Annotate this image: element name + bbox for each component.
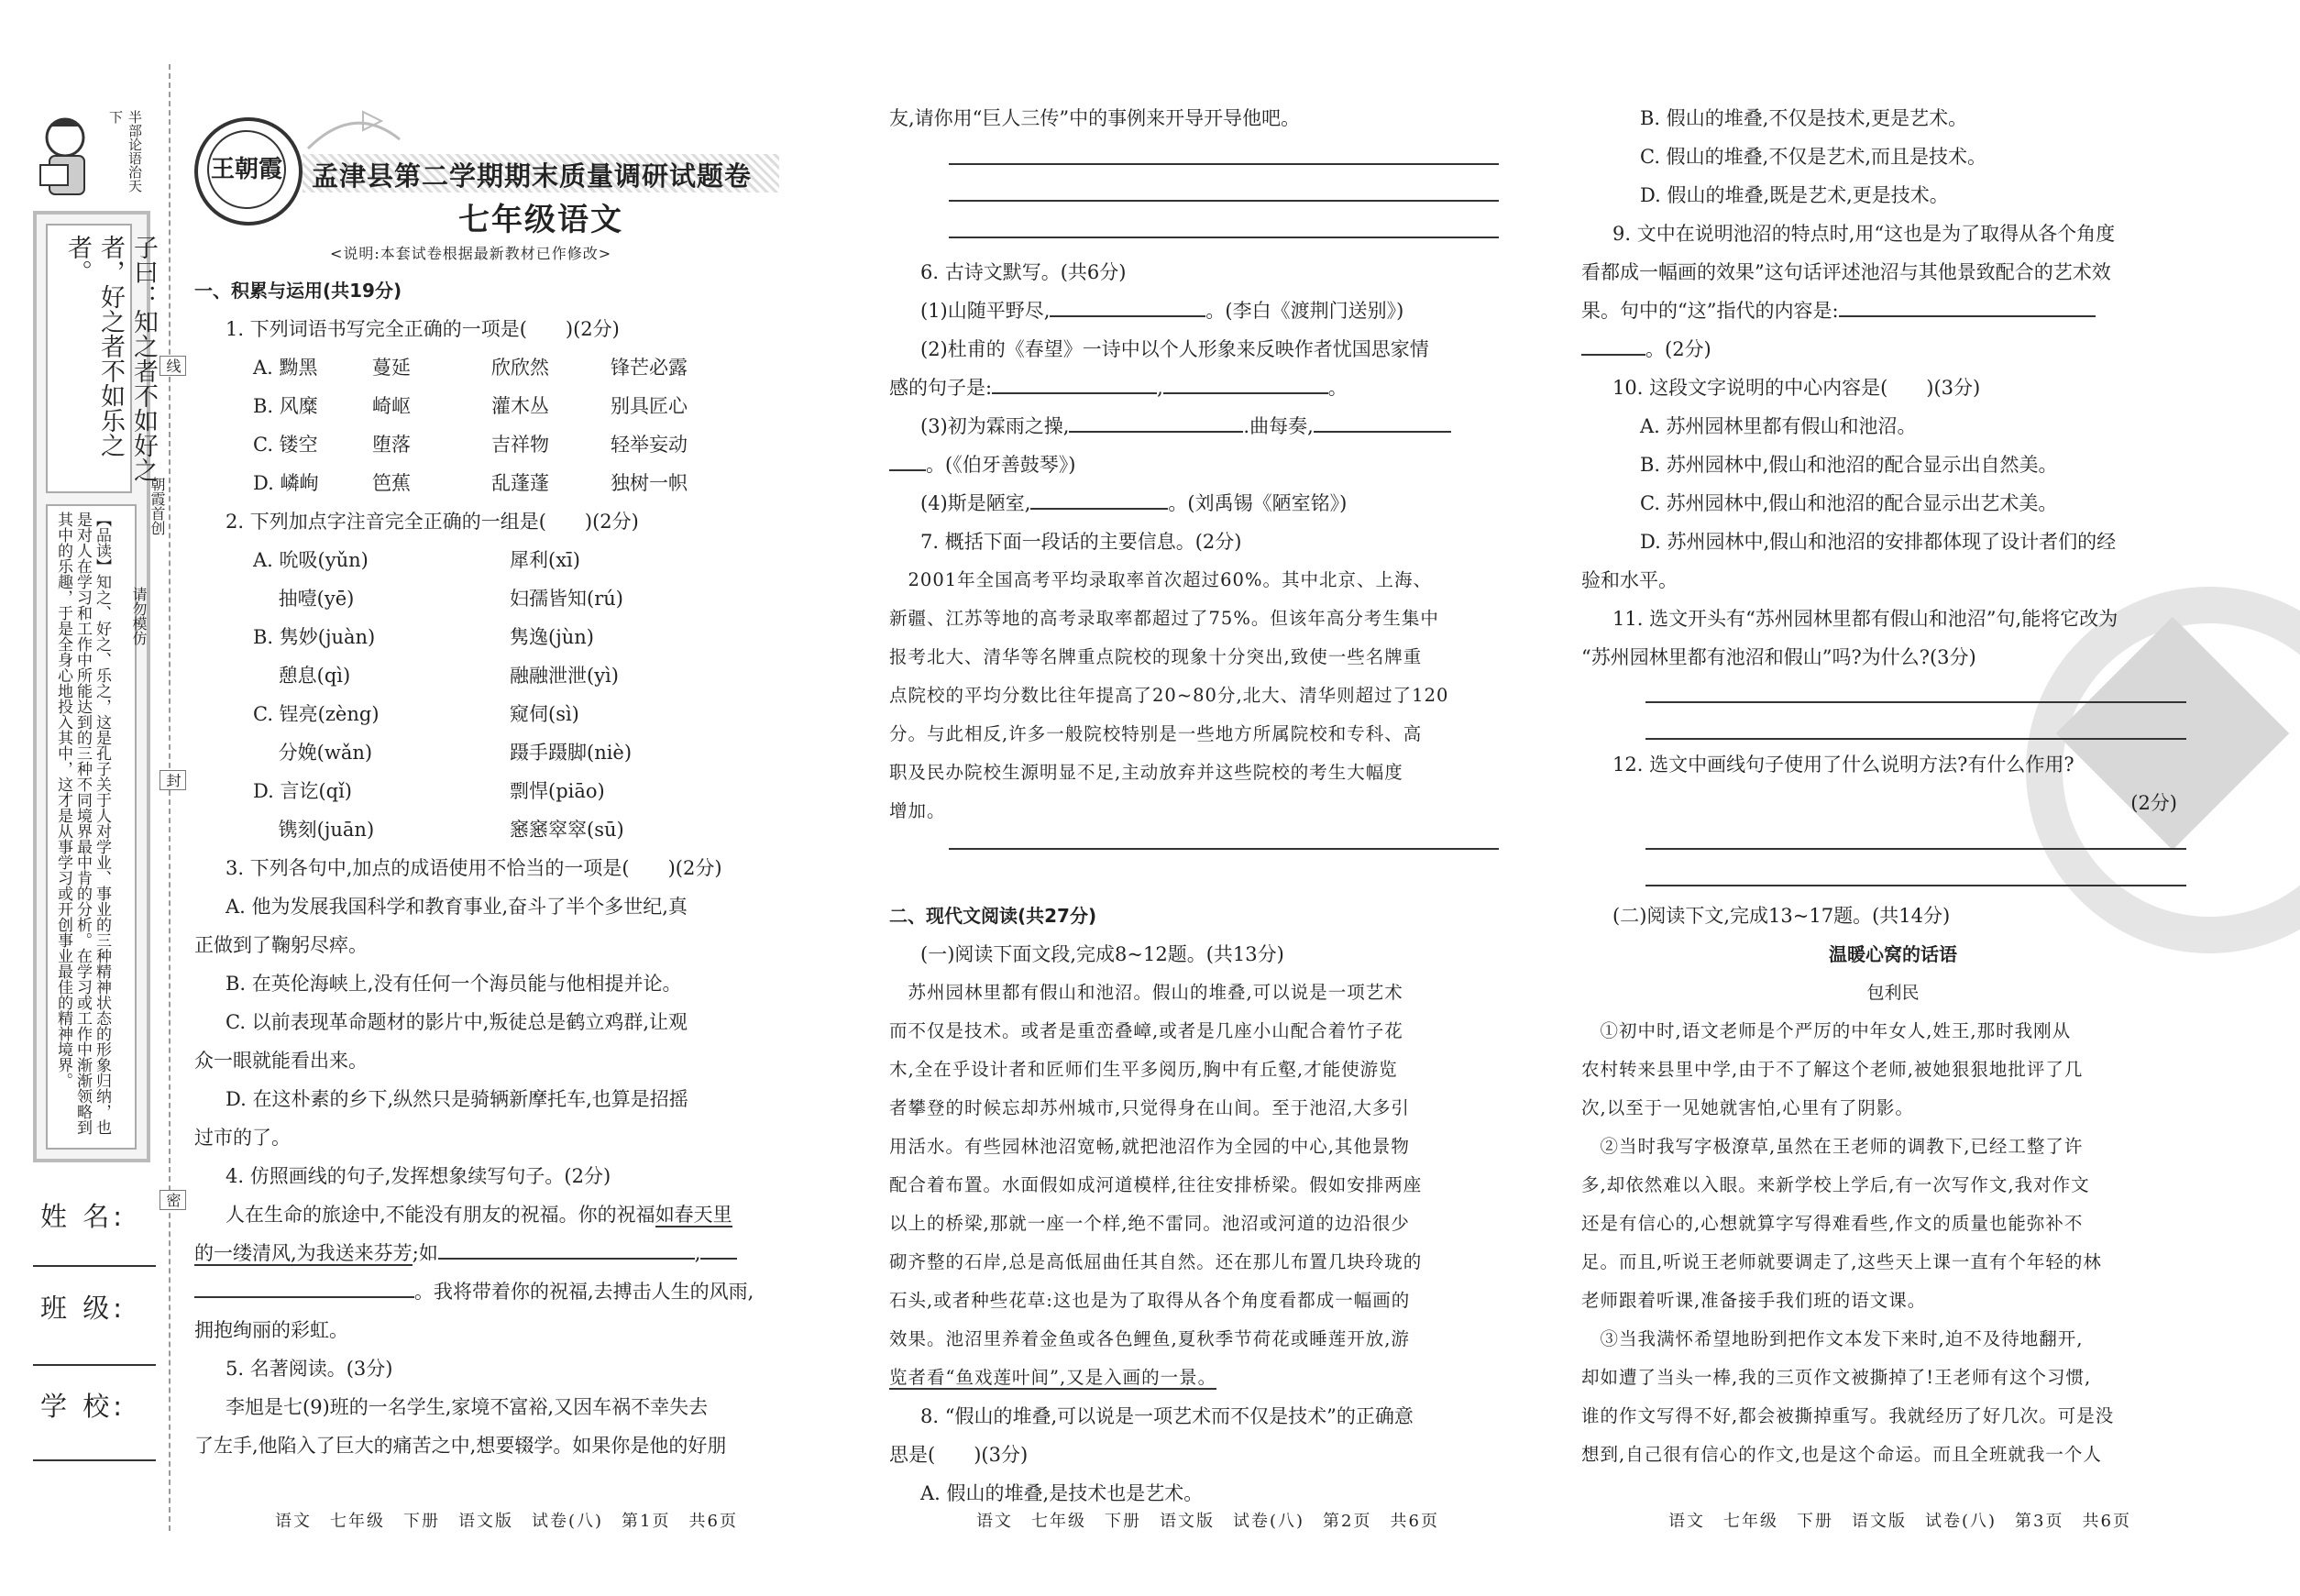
passage-line: 砌齐整的石岸,总是高低屈曲任其自然。还在那儿布置几块玲珑的 (889, 1251, 1423, 1272)
q8-option-b[interactable]: B. 假山的堆叠,不仅是技术,更是艺术。 (1640, 107, 1968, 129)
question-7: 7. 概括下面一段话的主要信息。(2分) (920, 531, 1242, 553)
q5-line-3: 友,请你用“巨人三传”中的事例来开导开导他吧。 (889, 107, 1301, 129)
q6-1-source: 。(李白《渡荆门送别》) (1205, 300, 1404, 322)
q2-r5-a: C. 锃亮(zèng) (253, 703, 380, 725)
passage-line: 苏州园林里都有假山和池沼。假山的堆叠,可以说是一项艺术 (889, 982, 1403, 1003)
question-5: 5. 名著阅读。(3分) (226, 1358, 393, 1380)
q1-a-3: 欣欣然 (491, 357, 549, 379)
q6-item-4 (889, 484, 1513, 523)
q2-r8-a: 镌刻(juān) (253, 819, 375, 841)
q2-row-3[interactable] (194, 618, 827, 656)
q4-text-3: 。我将带着你的祝福,去搏击人生的风雨, (414, 1281, 754, 1303)
q1-c-2: 堕落 (372, 434, 411, 456)
q2-r2-b: 妇孺皆知(rú) (510, 588, 623, 610)
q10-option-b[interactable]: B. 苏州园林中,假山和池沼的配合显示出自然美。 (1640, 454, 2058, 476)
q1-b-3: 灌木丛 (491, 395, 549, 417)
page-1-footer: 语文 七年级 下册 语文版 试卷(八) 第1页 共6页 (275, 1512, 738, 1531)
passage-underlined-line: 览者看“鱼戏莲叶间”,又是入画的一景。 (889, 1367, 1217, 1388)
q11-answer-line-2[interactable] (1645, 738, 2186, 740)
story-line: 老师跟着听课,准备接手我们班的语文课。 (1581, 1290, 1927, 1311)
q3-option-b[interactable]: B. 在英伦海峡上,没有任何一个海员能与他相提并论。 (226, 973, 682, 995)
story-line: ③当我满怀希望地盼到把作文本发下来时,迫不及待地翻开, (1581, 1328, 2084, 1349)
q6-item-3 (889, 407, 1513, 446)
q7-answer-line[interactable] (949, 848, 1499, 850)
q1-option-a[interactable] (194, 348, 827, 387)
q10-option-d[interactable]: D. 苏州园林中,假山和池沼的安排都体现了设计者们的经 (1640, 531, 2117, 553)
page-2-column-body (889, 253, 1513, 831)
q4-text-1: 人在生命的旅途中,不能没有朋友的祝福。你的祝福 (226, 1204, 655, 1226)
q1-option-c[interactable] (194, 425, 827, 464)
q5-answer-line-1[interactable] (949, 163, 1499, 165)
passage-line: 用活水。有些园林池沼宽畅,就把池沼作为全园的中心,其他景物 (889, 1136, 1410, 1157)
question-9-cont-1: 看都成一幅画的效果”这句话评述池沼与其他景致配合的艺术效 (1581, 261, 2111, 283)
q8-option-a[interactable]: A. 假山的堆叠,是技术也是艺术。 (920, 1482, 1204, 1504)
q3-option-c-cont: 众一眼就能看出来。 (194, 1050, 368, 1072)
question-6: 6. 古诗文默写。(共6分) (920, 261, 1127, 283)
question-11: 11. 选文开头有“苏州园林里都有假山和池沼”句,能将它改为 (1612, 608, 2118, 630)
q4-text-2: ;如 (412, 1242, 438, 1264)
page-3-reading-2 (1581, 897, 2205, 1474)
story-line: 次,以至于一见她就害怕,心里有了阴影。 (1581, 1097, 1914, 1118)
question-11-cont: “苏州园林里都有池沼和假山”吗?为什么?(3分) (1581, 646, 1976, 668)
class-field[interactable] (33, 1364, 156, 1366)
q3-option-a-cont: 正做到了鞠躬尽瘁。 (194, 934, 368, 956)
q6-2-blank-2[interactable] (1163, 372, 1328, 394)
q6-4-text: (4)斯是陋室, (920, 492, 1031, 514)
page-2-footer: 语文 七年级 下册 语文版 试卷(八) 第2页 共6页 (976, 1512, 1439, 1531)
q6-2-text: 感的句子是: (889, 377, 993, 399)
watermark-text-2: 请勿模仿 (130, 587, 148, 645)
question-3: 3. 下列各句中,加点的成语使用不恰当的一项是( )(2分) (226, 857, 722, 879)
q1-c-1: C. 镂空 (253, 434, 318, 456)
page-3-q12 (1581, 745, 2205, 822)
q3-option-d[interactable]: D. 在这朴素的乡下,纵然只是骑辆新摩托车,也算是招摇 (226, 1088, 688, 1110)
q2-r1-a: A. 吮吸(yǔn) (253, 549, 369, 571)
passage-line: 以上的桥梁,那就一座一个样,绝不雷同。池沼或河道的边沿很少 (889, 1213, 1410, 1234)
name-field[interactable] (33, 1265, 156, 1267)
question-9: 9. 文中在说明池沼的特点时,用“这也是为了取得从各个角度 (1612, 223, 2116, 245)
q6-3-blank-1[interactable] (1069, 411, 1243, 433)
q2-r2-a: 抽噎(yē) (253, 588, 355, 610)
q8-option-c[interactable]: C. 假山的堆叠,不仅是艺术,而且是技术。 (1640, 146, 1987, 168)
q6-3-blank-3[interactable] (889, 449, 926, 471)
q1-b-1: B. 风糜 (253, 395, 318, 417)
motto-quote-box (46, 224, 158, 493)
q6-1-text: (1)山随平野尽, (920, 300, 1051, 322)
q4-line-4: 拥抱绚丽的彩虹。 (194, 1319, 348, 1341)
q1-d-1: D. 嶙峋 (253, 472, 319, 494)
name-label: 姓 名: (40, 1201, 126, 1232)
q2-r4-b: 融融泄泄(yì) (510, 665, 619, 687)
q10-option-d-cont: 验和水平。 (1581, 569, 1678, 591)
question-2-options (194, 541, 827, 849)
q2-r6-b: 蹑手蹑脚(niè) (510, 742, 633, 764)
question-4: 4. 仿照画线的句子,发挥想象续写句子。(2分) (226, 1165, 611, 1187)
q12-answer-line-2[interactable] (1645, 885, 2186, 886)
story-line: 却如遭了当头一棒,我的三页作文被撕掉了!王老师有这个习惯, (1581, 1367, 2092, 1388)
q2-row-1[interactable] (194, 541, 827, 579)
q6-1-blank[interactable] (1050, 295, 1205, 317)
q6-4-blank[interactable] (1030, 488, 1168, 510)
reading-1-passage (889, 974, 1513, 1397)
q7-passage (889, 561, 1513, 831)
cut-label-3: 密 (160, 1190, 186, 1210)
q7-passage-line: 点院校的平均分数比往年提高了20~80分,北大、清华则超过了120 (889, 685, 1449, 706)
passage-line: 者攀登的时候忘却苏州城市,只觉得身在山间。至于池沼,大多引 (889, 1097, 1410, 1118)
q6-item-3-cont (889, 446, 1513, 484)
q3-option-c[interactable]: C. 以前表现革命题材的影片中,叛徒总是鹤立鸡群,让观 (226, 1011, 688, 1033)
cut-line (169, 64, 171, 1531)
passage-line: 木,全在乎设计者和匠师们生平多阅历,胸中有丘壑,才能使游览 (889, 1059, 1398, 1080)
q4-line-2: 的一缕清风,为我送来芬芳;如 , (194, 1234, 827, 1272)
story-passage (1581, 1012, 2205, 1474)
q7-passage-line: 2001年全国高考平均录取率首次超过60%。其中北京、上海、 (889, 569, 1432, 590)
q3-option-a[interactable]: A. 他为发展我国科学和教育事业,奋斗了半个多世纪,真 (226, 896, 688, 918)
q4-model-sentence-1: 如春天里 (655, 1204, 732, 1226)
page-3-column (1581, 99, 2205, 677)
section-2-heading: 二、现代文阅读(共27分) (889, 905, 1097, 927)
q1-d-3: 乱蓬蓬 (491, 472, 549, 494)
q2-r3-b: 隽逸(jùn) (510, 626, 594, 648)
q5-line-2: 了左手,他陷入了巨大的痛苦之中,想要辍学。如果你是他的好朋 (194, 1435, 727, 1457)
q12-answer-line-1[interactable] (1645, 848, 2186, 850)
q9-blank-2[interactable] (1581, 334, 1645, 356)
question-12: 12. 选文中画线句子使用了什么说明方法?有什么作用? (1612, 754, 2074, 776)
passage-line: 效果。池沼里养着金鱼或各色鲤鱼,夏秋季节荷花或睡莲开放,游 (889, 1328, 1410, 1349)
q1-b-2: 崎岖 (372, 395, 411, 417)
q7-passage-line: 分。与此相反,许多一般院校特别是一些地方所属院校和专科、高 (889, 723, 1423, 744)
motto-commentary: 【品读】知之、好之、乐之，这是孔子关于人对学业、事业的三种精神状态的形象归纳，也是对人在学习和工作中所能达到的三种不同境界最中肯的分析。在学习或工作中渐渐领略到其中的乐趣，于是全身心地投入其中，这才是从事学习或开创事业最佳的精神境界。 (54, 512, 111, 1135)
q1-b-4: 别具匠心 (611, 395, 688, 417)
story-line: 农村转来县里中学,由于不了解这个老师,被她狠狠地批评了几 (1581, 1059, 2084, 1080)
q2-row-7[interactable] (194, 772, 827, 810)
reading-2-instruction: (二)阅读下文,完成13~17题。(共14分) (1612, 905, 1951, 927)
story-line: 谁的作文写得不好,都会被撕掉重写。我就经历了好几次。可是没 (1581, 1405, 2115, 1426)
q7-passage-line: 职及民办院校生源明显不足,主动放弃并这些院校的考生大幅度 (889, 762, 1403, 783)
page-2-reading (889, 897, 1513, 1513)
story-line: 想到,自己很有信心的作文,也是这个命运。而且全班就我一个人 (1581, 1444, 2102, 1465)
q2-r3-a: B. 隽妙(juàn) (253, 626, 376, 648)
class-label: 班 级: (40, 1293, 126, 1324)
q6-item-2-cont: 感的句子是: , 。 (889, 369, 1513, 407)
question-10: 10. 这段文字说明的中心内容是( )(3分) (1612, 377, 1981, 399)
reading-1-instruction: (一)阅读下面文段,完成8~12题。(共13分) (920, 943, 1284, 965)
q4-blank-3[interactable] (194, 1276, 414, 1298)
q2-r8-b: 窸窸窣窣(sū) (510, 819, 624, 841)
q4-line-3 (194, 1272, 827, 1311)
exam-title: 孟津县第二学期期末质量调研试题卷 (312, 160, 753, 192)
story-line: 足。而且,听说王老师就要调走了,这些天上课一直有个年轻的林 (1581, 1251, 2102, 1272)
q1-c-4: 轻举妄动 (611, 434, 688, 456)
school-label: 学 校: (40, 1391, 126, 1422)
passage-line: 石头,或者种些花草:这也是为了取得从各个角度看都成一幅画的 (889, 1290, 1411, 1311)
cut-label-2: 封 (160, 770, 186, 790)
q2-row-5[interactable] (194, 695, 827, 733)
q6-3-text: (3)初为霖雨之操, (920, 415, 1070, 437)
q6-item-2: (2)杜甫的《春望》一诗中以个人形象来反映作者忧国思家情 (920, 338, 1429, 360)
section-1-heading: 一、积累与运用(共19分) (194, 280, 402, 302)
q2-row-6[interactable] (194, 733, 827, 772)
q1-d-2: 笆蕉 (372, 472, 411, 494)
q6-3-blank-2[interactable] (1314, 411, 1451, 433)
q3-option-d-cont: 过市的了。 (194, 1127, 291, 1149)
watermark-text-1: 朝霞首创 (149, 477, 166, 535)
cut-label-1: 线 (160, 356, 186, 376)
q6-2-blank-1[interactable] (992, 372, 1157, 394)
story-line: 还是有信心的,心想就算字写得难看些,作文的质量也能弥补不 (1581, 1213, 2084, 1234)
q1-d-4: 独树一帜 (611, 472, 688, 494)
q2-row-2[interactable] (194, 579, 827, 618)
q12-score: (2分) (2130, 792, 2177, 814)
q5-answer-line-3[interactable] (949, 237, 1499, 238)
question-9-cont-3 (1581, 330, 2205, 369)
school-field[interactable] (33, 1459, 156, 1461)
q2-r4-a: 憩息(qì) (253, 665, 351, 687)
cartoon-reader-illustration (33, 110, 143, 202)
q2-r6-a: 分娩(wǎn) (253, 742, 373, 764)
q4-blank-2[interactable] (700, 1238, 737, 1260)
passage-line: 配合着布置。水面假如成河道模样,往往安排桥梁。假如安排两座 (889, 1174, 1423, 1195)
q4-line-1 (194, 1195, 827, 1234)
q1-option-d[interactable] (194, 464, 827, 502)
q4-model-sentence-2: 的一缕清风,为我送来芬芳 (194, 1242, 413, 1264)
q5-line-1: 李旭是七(9)班的一名学生,家境不富裕,又因车祸不幸失去 (226, 1396, 709, 1418)
question-8-cont: 思是( )(3分) (889, 1444, 1029, 1466)
q2-row-8[interactable] (194, 810, 827, 849)
q7-passage-line: 增加。 (889, 800, 946, 821)
q2-r5-b: 窥伺(sì) (510, 703, 579, 725)
q1-a-1: A. 黝黑 (253, 357, 318, 379)
story-title: 温暖心窝的话语 (1829, 943, 1957, 965)
question-2: 2. 下列加点字注音完全正确的一组是( )(2分) (226, 511, 639, 533)
exam-grade-subject: 七年级语文 (458, 202, 623, 238)
story-author: 包利民 (1866, 983, 1920, 1003)
motto-commentary-box (46, 504, 137, 1150)
q9-text: 果。句中的“这”指代的内容是: (1581, 300, 1839, 322)
exam-title-bar (303, 154, 779, 193)
story-line: ②当时我写字极潦草,虽然在王老师的调教下,已经工整了许 (1581, 1136, 2084, 1157)
publisher-logo (194, 117, 303, 226)
q8-option-d[interactable]: D. 假山的堆叠,既是艺术,更是技术。 (1640, 184, 1949, 206)
story-line: ①初中时,语文老师是个严厉的中年女人,姓王,那时我刚从 (1581, 1020, 2072, 1041)
q1-a-4: 锋芒必露 (611, 357, 688, 379)
q2-row-4[interactable] (194, 656, 827, 695)
q1-a-2: 蔓延 (372, 357, 411, 379)
q1-option-b[interactable] (194, 387, 827, 425)
q4-blank-1[interactable] (438, 1238, 695, 1260)
q11-answer-line-1[interactable] (1645, 701, 2186, 703)
page-3-footer: 语文 七年级 下册 语文版 试卷(八) 第3页 共6页 (1668, 1512, 2131, 1531)
ribbon-decoration (299, 103, 409, 158)
question-9-cont-2 (1581, 292, 2205, 330)
q1-c-3: 吉祥物 (491, 434, 549, 456)
question-1-options (194, 348, 827, 502)
page-1-column (194, 271, 827, 1465)
q2-r1-b: 犀利(xī) (510, 549, 580, 571)
motto-caption: 半部论语治天下 (107, 110, 143, 193)
exam-note: <说明:本套试卷根据最新教材已作修改> (330, 245, 612, 262)
q2-r7-b: 剽悍(piāo) (510, 780, 605, 802)
q9-score: 。(2分) (1645, 338, 1711, 360)
q2-r7-a: D. 言讫(qǐ) (253, 780, 352, 802)
story-line: 多,却依然难以入眼。来新学校上学后,有一次写作文,我对作文 (1581, 1174, 2090, 1195)
q7-passage-line: 报考北大、清华等名牌重点院校的现象十分突出,致使一些名牌重 (889, 646, 1423, 667)
logo-text: 王朝霞 (207, 130, 286, 209)
q6-3-source: 。(《伯牙善鼓琴》) (926, 454, 1076, 476)
question-1: 1. 下列词语书写完全正确的一项是( )(2分) (226, 318, 620, 340)
q10-option-a[interactable]: A. 苏州园林里都有假山和池沼。 (1640, 415, 1917, 437)
page-2-column (889, 99, 1513, 138)
q6-3-text-2: .曲每奏, (1243, 415, 1314, 437)
q9-blank-1[interactable] (1839, 295, 2096, 317)
q6-4-source: 。(刘禹锡《陋室铭》) (1168, 492, 1348, 514)
q6-item-1 (889, 292, 1513, 330)
q10-option-c[interactable]: C. 苏州园林中,假山和池沼的配合显示出艺术美。 (1640, 492, 2058, 514)
question-8: 8. “假山的堆叠,可以说是一项艺术而不仅是技术”的正确意 (920, 1405, 1414, 1427)
q7-passage-line: 新疆、江苏等地的高考录取率都超过了75%。但该年高分考生集中 (889, 608, 1439, 629)
motto-quote: 子曰：知之者不如好之者，好之者不如乐之者。 (63, 235, 158, 482)
q5-answer-line-2[interactable] (949, 200, 1499, 202)
passage-line: 而不仅是技术。或者是重峦叠嶂,或者是几座小山配合着竹子花 (889, 1020, 1403, 1041)
